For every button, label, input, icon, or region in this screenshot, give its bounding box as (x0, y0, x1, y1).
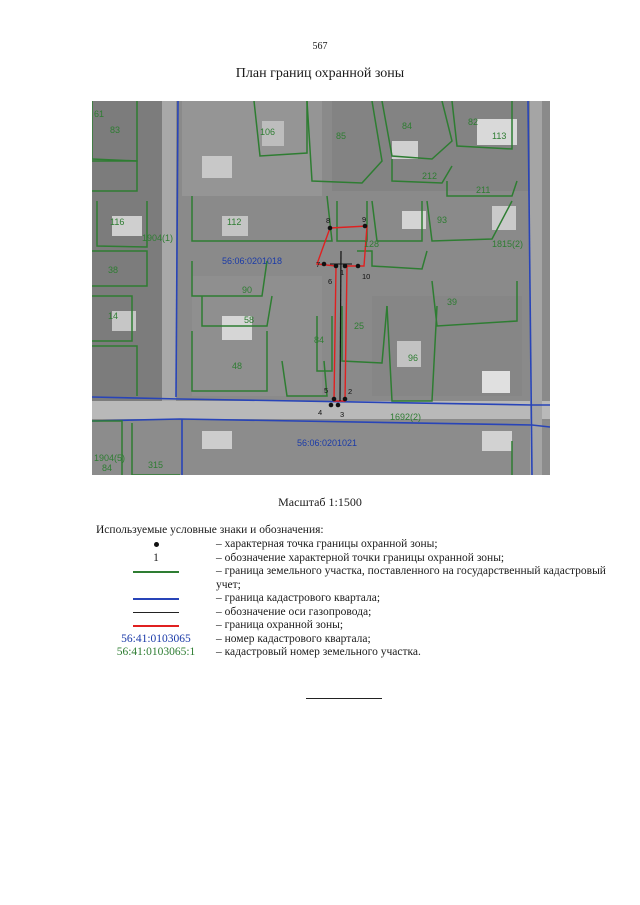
legend-text: – граница кадастрового квартала; (216, 592, 381, 604)
parcel-number: 83 (110, 125, 121, 135)
parcel-number: 93 (437, 215, 448, 225)
black-line-icon (133, 612, 179, 613)
parcel-number: 58 (244, 315, 255, 325)
legend-text: – обозначение оси газопровода; (216, 605, 372, 618)
legend-text: – характерная точка границы охранной зоны; (216, 538, 438, 550)
map-scale: Масштаб 1:1500 (278, 495, 362, 509)
legend-item-point (96, 538, 616, 552)
bottom-divider (306, 698, 382, 699)
parcel-number: 48 (232, 361, 243, 371)
parcel-number: 212 (422, 171, 438, 181)
point-dot-icon (154, 542, 159, 547)
parcel-number: 14 (108, 311, 119, 321)
parcel-number: 84 (402, 121, 413, 131)
quarter-number: 56:06:0201018 (222, 256, 283, 266)
blue-line-icon (133, 598, 179, 600)
parcel-number: 25 (354, 321, 365, 331)
legend-item-quarter-number (96, 633, 616, 647)
cadastral-map (92, 101, 550, 475)
parcel-number: 61 (94, 109, 105, 119)
legend-text: – кадастровый номер земельного участка. (216, 646, 421, 658)
legend-text: – номер кадастрового квартала; (216, 632, 371, 645)
point-label: 9 (362, 215, 367, 224)
parcel-number: 90 (242, 285, 253, 295)
legend-text: – граница охранной зоны; (216, 619, 344, 631)
legend-item-parcel-number (96, 646, 616, 660)
parcel-number: 84 (102, 463, 113, 473)
parcel-number: 85 (336, 131, 347, 141)
parcel-number: 116 (110, 217, 125, 227)
parcel-number: 315 (148, 460, 164, 470)
legend-text: – обозначение характерной точки границы охранной зоны; (216, 551, 505, 564)
red-line-icon (133, 625, 179, 627)
point-label: 6 (328, 277, 333, 286)
parcel-number: 1815(2) (492, 239, 524, 249)
legend-item-gas-axis (96, 606, 616, 620)
point-label: 3 (340, 410, 345, 419)
parcel-number: 211 (476, 185, 491, 195)
legend-item-parcel-border (96, 565, 616, 592)
point-label: 1 (340, 268, 345, 277)
parcel-number: 82 (468, 117, 479, 127)
point-label: 7 (316, 260, 321, 269)
legend-item-point-label (96, 552, 616, 566)
legend-symbol-text: 1 (153, 551, 159, 564)
parcel-number: 1692(2) (390, 412, 422, 422)
legend (96, 538, 616, 660)
parcel-number: 39 (447, 297, 458, 307)
point-label: 5 (324, 386, 329, 395)
page-number: 567 (312, 41, 328, 52)
map-canvas (92, 101, 550, 475)
legend-item-quarter-border (96, 592, 616, 606)
legend-item-zone-border (96, 619, 616, 633)
parcel-number: 106 (260, 127, 276, 137)
page-title: План границ охранной зоны (235, 66, 405, 81)
quarter-number: 56:06:0201021 (297, 438, 358, 448)
point-label: 4 (318, 408, 323, 417)
parcel-number: 112 (227, 217, 242, 227)
legend-text: – граница земельного участка, поставленного на государственный кадастровый учет; (216, 565, 606, 591)
parcel-number: 84 (314, 335, 325, 345)
legend-title: Используемые условные знаки и обозначения: (96, 524, 324, 536)
green-line-icon (133, 571, 179, 573)
parcel-number: 1904(1) (142, 233, 174, 243)
parcel-number: 1904(5) (94, 453, 126, 463)
parcel-number: 38 (108, 265, 119, 275)
point-label: 10 (362, 272, 371, 281)
point-label: 8 (326, 216, 331, 225)
legend-symbol-text: 56:41:0103065:1 (116, 646, 196, 658)
parcel-number: 96 (408, 353, 419, 363)
parcel-number: 128 (364, 239, 380, 249)
legend-symbol-text: 56:41:0103065 (121, 632, 191, 645)
point-label: 2 (348, 387, 353, 396)
parcel-number: 113 (492, 131, 507, 141)
